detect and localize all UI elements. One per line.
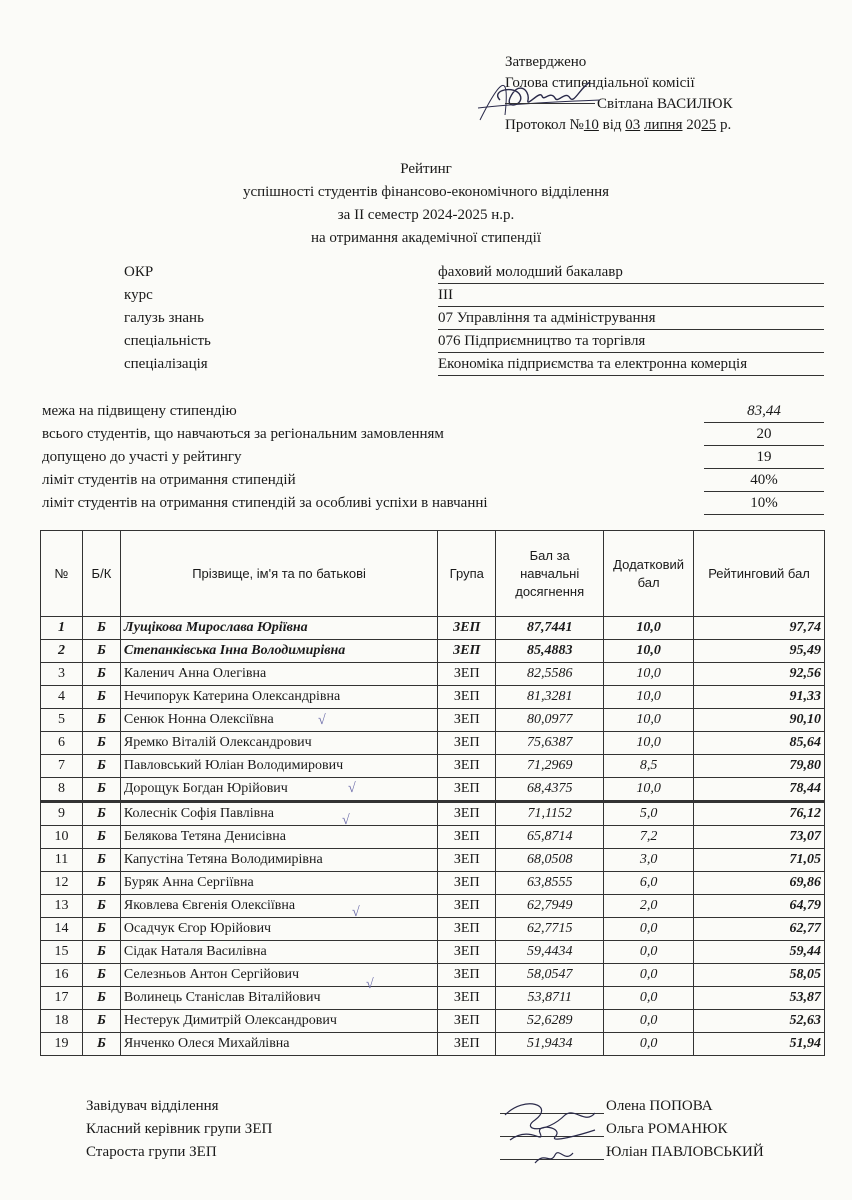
footer-names: [606, 1095, 764, 1164]
cell-name: Буряк Анна Сергіївна: [120, 872, 437, 895]
cell-funding: Б: [82, 1010, 120, 1033]
cell-academic-score: 87,7441: [496, 617, 604, 640]
cell-group: ЗЕП: [438, 941, 496, 964]
cell-name: Яремко Віталій Олександрович: [120, 732, 437, 755]
info-value: 07 Управління та адміністрування: [438, 310, 824, 330]
cell-funding: Б: [82, 1033, 120, 1056]
cell-funding: Б: [82, 686, 120, 709]
cell-academic-score: 80,0977: [496, 709, 604, 732]
protocol-number: 10: [583, 117, 599, 133]
title-line-3: за ІІ семестр 2024-2025 н.р.: [337, 207, 515, 223]
cell-academic-score: 51,9434: [496, 1033, 604, 1056]
footer-role: Староста групи ЗЕП: [86, 1144, 217, 1160]
cell-rating-score: 58,05: [694, 964, 825, 987]
info-value: ІІІ: [438, 287, 824, 307]
param-row: [42, 401, 824, 424]
cell-number: 19: [41, 1033, 83, 1056]
cell-academic-score: 68,0508: [496, 849, 604, 872]
cell-group: ЗЕП: [438, 640, 496, 663]
approval-signature: [470, 60, 610, 135]
protocol-month: липня: [644, 117, 683, 133]
cell-rating-score: 62,77: [694, 918, 825, 941]
cell-number: 12: [41, 872, 83, 895]
rating-parameters: [42, 401, 824, 516]
param-row: [42, 447, 824, 470]
footer-role: Класний керівник групи ЗЕП: [86, 1121, 273, 1137]
info-row: [124, 262, 824, 285]
cell-rating-score: 73,07: [694, 826, 825, 849]
cell-number: 16: [41, 964, 83, 987]
check-mark: √: [342, 813, 350, 828]
cell-extra-score: 0,0: [604, 941, 694, 964]
cell-academic-score: 71,2969: [496, 755, 604, 778]
cell-extra-score: 10,0: [604, 663, 694, 686]
cell-rating-score: 69,86: [694, 872, 825, 895]
param-label: всього студентів, що навчаються за регіональним замовленням: [42, 426, 444, 442]
protocol-day: 03: [625, 117, 641, 133]
cell-rating-score: 95,49: [694, 640, 825, 663]
cell-extra-score: 3,0: [604, 849, 694, 872]
table-row: [41, 918, 825, 941]
info-label: спеціалізація: [124, 356, 208, 372]
table-row: [41, 732, 825, 755]
cell-funding: Б: [82, 918, 120, 941]
cell-group: ЗЕП: [438, 1010, 496, 1033]
cell-number: 17: [41, 987, 83, 1010]
protocol-line: Протокол №10 від 03 липня 2025 р.: [505, 117, 732, 133]
header-rating-score: Рейтинговий бал: [694, 531, 825, 617]
cell-funding: Б: [82, 895, 120, 918]
table-row: [41, 964, 825, 987]
info-value: фаховий молодший бакалавр: [438, 264, 824, 284]
cell-funding: Б: [82, 941, 120, 964]
table-row: [41, 640, 825, 663]
table-row: [41, 872, 825, 895]
param-value: 40%: [704, 472, 824, 492]
cell-funding: Б: [82, 826, 120, 849]
cell-group: ЗЕП: [438, 663, 496, 686]
cell-number: 2: [41, 640, 83, 663]
cell-name: Нестерук Димитрій Олександрович: [120, 1010, 437, 1033]
cell-name: Колеснік Софія Павлівна: [120, 802, 437, 826]
info-label: курс: [124, 287, 153, 303]
cell-number: 9: [41, 802, 83, 826]
cell-name: Селезньов Антон Сергійович: [120, 964, 437, 987]
check-mark: √: [318, 713, 326, 728]
cell-name: Капустіна Тетяна Володимирівна: [120, 849, 437, 872]
header-group: Група: [438, 531, 496, 617]
cell-academic-score: 81,3281: [496, 686, 604, 709]
cell-number: 7: [41, 755, 83, 778]
cell-academic-score: 85,4883: [496, 640, 604, 663]
footer-signatures: [495, 1085, 605, 1175]
cell-extra-score: 5,0: [604, 802, 694, 826]
cell-rating-score: 59,44: [694, 941, 825, 964]
table-row: [41, 617, 825, 640]
approval-signature-line: [505, 103, 595, 104]
cell-number: 13: [41, 895, 83, 918]
cell-academic-score: 71,1152: [496, 802, 604, 826]
info-value: 076 Підприємництво та торгівля: [438, 333, 824, 353]
cell-rating-score: 53,87: [694, 987, 825, 1010]
param-label: ліміт студентів на отримання стипендій за особливі успіхи в навчанні: [42, 495, 488, 511]
cell-extra-score: 0,0: [604, 1010, 694, 1033]
rating-table-body: [41, 617, 825, 1056]
cell-extra-score: 10,0: [604, 709, 694, 732]
cell-name: Нечипорук Катерина Олександрівна: [120, 686, 437, 709]
table-row: [41, 895, 825, 918]
cell-group: ЗЕП: [438, 849, 496, 872]
info-label: спеціальність: [124, 333, 211, 349]
cell-group: ЗЕП: [438, 826, 496, 849]
cell-rating-score: 85,64: [694, 732, 825, 755]
cell-group: ЗЕП: [438, 1033, 496, 1056]
cell-funding: Б: [82, 732, 120, 755]
cell-group: ЗЕП: [438, 778, 496, 802]
title-line-1: Рейтинг: [400, 161, 452, 177]
cell-number: 3: [41, 663, 83, 686]
cell-academic-score: 59,4434: [496, 941, 604, 964]
cell-group: ЗЕП: [438, 802, 496, 826]
cell-group: ЗЕП: [438, 617, 496, 640]
header-academic-score: Бал за навчальні досягнення: [496, 531, 604, 617]
check-mark: √: [348, 781, 356, 796]
cell-name: Павловський Юліан Володимирович: [120, 755, 437, 778]
cell-rating-score: 90,10: [694, 709, 825, 732]
table-row: [41, 1033, 825, 1056]
cell-funding: Б: [82, 755, 120, 778]
param-label: межа на підвищену стипендію: [42, 403, 237, 419]
param-row: [42, 470, 824, 493]
document-title: [0, 158, 852, 250]
cell-extra-score: 8,5: [604, 755, 694, 778]
cell-name: Лущікова Мирослава Юріївна: [120, 617, 437, 640]
table-row: [41, 709, 825, 732]
header-funding: Б/К: [82, 531, 120, 617]
cell-group: ЗЕП: [438, 686, 496, 709]
info-row: [124, 331, 824, 354]
footer-signatory: Юліан ПАВЛОВСЬКИЙ: [606, 1144, 764, 1160]
cell-extra-score: 2,0: [604, 895, 694, 918]
cell-number: 15: [41, 941, 83, 964]
cell-group: ЗЕП: [438, 964, 496, 987]
param-label: ліміт студентів на отримання стипендій: [42, 472, 296, 488]
cell-academic-score: 68,4375: [496, 778, 604, 802]
check-mark: √: [366, 977, 374, 992]
table-row: [41, 686, 825, 709]
cell-group: ЗЕП: [438, 755, 496, 778]
cell-rating-score: 64,79: [694, 895, 825, 918]
cell-number: 11: [41, 849, 83, 872]
cell-number: 6: [41, 732, 83, 755]
info-row: [124, 354, 824, 377]
info-row: [124, 285, 824, 308]
cell-funding: Б: [82, 987, 120, 1010]
cell-academic-score: 53,8711: [496, 987, 604, 1010]
header-extra-score: Додатковий бал: [604, 531, 694, 617]
param-value: 19: [704, 449, 824, 469]
cell-rating-score: 91,33: [694, 686, 825, 709]
param-value: 20: [704, 426, 824, 446]
table-header-row: [41, 531, 825, 617]
title-line-2: успішності студентів фінансово-економічного відділення: [242, 184, 610, 200]
cell-name: Дорощук Богдан Юрійович: [120, 778, 437, 802]
table-row: [41, 778, 825, 802]
cell-extra-score: 0,0: [604, 964, 694, 987]
cell-academic-score: 62,7715: [496, 918, 604, 941]
cell-funding: Б: [82, 964, 120, 987]
cell-extra-score: 10,0: [604, 640, 694, 663]
cell-funding: Б: [82, 802, 120, 826]
cell-extra-score: 10,0: [604, 686, 694, 709]
approval-heading: Затверджено: [505, 54, 587, 70]
info-label: ОКР: [124, 264, 154, 280]
commission-head-name: Світлана ВАСИЛЮК: [597, 96, 733, 112]
cell-rating-score: 76,12: [694, 802, 825, 826]
footer-role: Завідувач відділення: [86, 1098, 219, 1114]
info-label: галузь знань: [124, 310, 204, 326]
cell-rating-score: 71,05: [694, 849, 825, 872]
cell-group: ЗЕП: [438, 895, 496, 918]
cell-number: 5: [41, 709, 83, 732]
cell-funding: Б: [82, 663, 120, 686]
cell-academic-score: 75,6387: [496, 732, 604, 755]
cell-name: Каленич Анна Олегівна: [120, 663, 437, 686]
cell-name: Сідак Наталя Василівна: [120, 941, 437, 964]
param-row: [42, 424, 824, 447]
table-row: [41, 849, 825, 872]
cell-number: 18: [41, 1010, 83, 1033]
footer-roles: [86, 1095, 272, 1164]
cell-extra-score: 0,0: [604, 1033, 694, 1056]
program-info: [124, 262, 824, 377]
cell-number: 14: [41, 918, 83, 941]
check-mark: √: [352, 905, 360, 920]
cell-rating-score: 92,56: [694, 663, 825, 686]
table-row: [41, 755, 825, 778]
cell-funding: Б: [82, 709, 120, 732]
cell-rating-score: 97,74: [694, 617, 825, 640]
cell-funding: Б: [82, 778, 120, 802]
cell-number: 1: [41, 617, 83, 640]
table-row: [41, 1010, 825, 1033]
cell-rating-score: 79,80: [694, 755, 825, 778]
footer-signatory: Ольга РОМАНЮК: [606, 1121, 728, 1137]
param-value: 10%: [704, 495, 824, 515]
cell-name: Осадчук Єгор Юрійович: [120, 918, 437, 941]
commission-head-title: Голова стипендіальної комісії: [505, 75, 695, 91]
cell-name: Сенюк Нонна Олексіївна: [120, 709, 437, 732]
cell-name: Степанківська Інна Володимирівна: [120, 640, 437, 663]
cell-funding: Б: [82, 849, 120, 872]
info-value: Економіка підприємства та електронна комерція: [438, 356, 824, 376]
cell-group: ЗЕП: [438, 872, 496, 895]
cell-academic-score: 65,8714: [496, 826, 604, 849]
table-row: [41, 941, 825, 964]
cell-name: Яковлева Євгенія Олексіївна: [120, 895, 437, 918]
cell-academic-score: 62,7949: [496, 895, 604, 918]
title-line-4: на отримання академічної стипендії: [311, 230, 541, 246]
cell-name: Янченко Олеся Михайлівна: [120, 1033, 437, 1056]
cell-academic-score: 82,5586: [496, 663, 604, 686]
cell-name: Белякова Тетяна Денисівна: [120, 826, 437, 849]
cell-extra-score: 7,2: [604, 826, 694, 849]
cell-academic-score: 63,8555: [496, 872, 604, 895]
cell-extra-score: 0,0: [604, 918, 694, 941]
cell-number: 4: [41, 686, 83, 709]
table-row: [41, 826, 825, 849]
cell-funding: Б: [82, 640, 120, 663]
param-row: [42, 493, 824, 516]
cell-rating-score: 52,63: [694, 1010, 825, 1033]
info-row: [124, 308, 824, 331]
table-row: [41, 663, 825, 686]
cell-academic-score: 52,6289: [496, 1010, 604, 1033]
cell-rating-score: 78,44: [694, 778, 825, 802]
cell-funding: Б: [82, 617, 120, 640]
cell-extra-score: 10,0: [604, 778, 694, 802]
cell-group: ЗЕП: [438, 709, 496, 732]
cell-funding: Б: [82, 872, 120, 895]
cell-extra-score: 10,0: [604, 617, 694, 640]
table-row: [41, 987, 825, 1010]
footer-signatory: Олена ПОПОВА: [606, 1098, 713, 1114]
cell-name: Волинець Станіслав Віталійович: [120, 987, 437, 1010]
cell-extra-score: 0,0: [604, 987, 694, 1010]
table-row: [41, 802, 825, 826]
param-label: допущено до участі у рейтингу: [42, 449, 242, 465]
cell-rating-score: 51,94: [694, 1033, 825, 1056]
cell-extra-score: 6,0: [604, 872, 694, 895]
header-name: Прізвище, ім'я та по батькові: [120, 531, 437, 617]
param-value: 83,44: [704, 403, 824, 423]
cell-number: 10: [41, 826, 83, 849]
cell-group: ЗЕП: [438, 987, 496, 1010]
cell-academic-score: 58,0547: [496, 964, 604, 987]
rating-table: [40, 530, 825, 1056]
cell-group: ЗЕП: [438, 918, 496, 941]
cell-group: ЗЕП: [438, 732, 496, 755]
cell-number: 8: [41, 778, 83, 802]
cell-extra-score: 10,0: [604, 732, 694, 755]
header-number: №: [41, 531, 83, 617]
protocol-year: 25: [701, 117, 717, 133]
